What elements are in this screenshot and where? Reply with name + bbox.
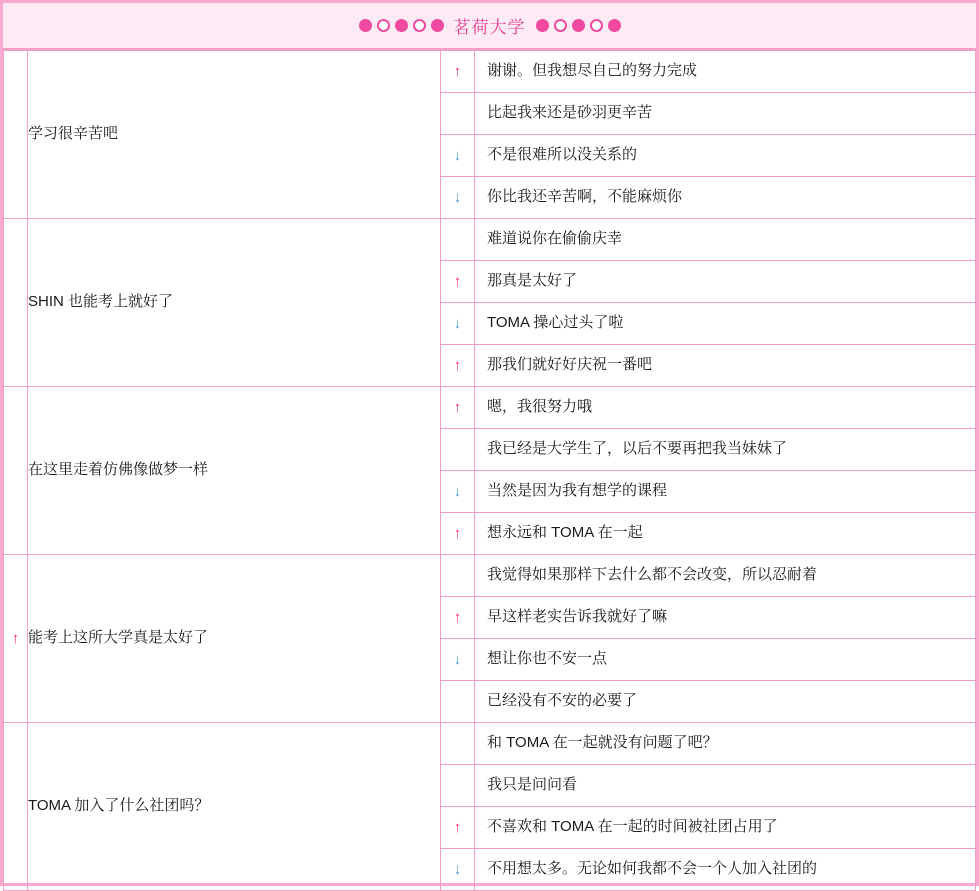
- arrow-down-icon: ↓: [441, 135, 475, 177]
- arrow-up-icon: ↑: [441, 807, 475, 849]
- table-row: [4, 387, 976, 429]
- arrow-down-icon: ↓: [441, 177, 475, 219]
- prompt-arrow-placeholder: [4, 51, 28, 219]
- arrow-down-icon: ↓: [441, 303, 475, 345]
- reply-arrow-placeholder: [441, 723, 475, 765]
- arrow-up-icon: ↑: [441, 345, 475, 387]
- arrow-down-icon: ↓: [441, 471, 475, 513]
- table-row: [4, 219, 976, 261]
- reply-arrow-placeholder: [441, 219, 475, 261]
- arrow-up-icon: ↑: [441, 51, 475, 93]
- reply-arrow-placeholder: [441, 555, 475, 597]
- dot-icon: [554, 19, 567, 32]
- dialogue-body: [4, 51, 976, 891]
- prompt-text: 能考上这所大学真是太好了: [28, 555, 441, 723]
- table-row: [4, 51, 976, 93]
- reply-text: 那真是太好了: [475, 261, 976, 303]
- arrow-up-icon: ↑: [441, 261, 475, 303]
- reply-text: 嗯，我很努力哦: [475, 387, 976, 429]
- prompt-arrow-placeholder: [4, 219, 28, 387]
- arrow-down-icon: ↓: [441, 849, 475, 891]
- reply-text: 当然是因为我有想学的课程: [475, 471, 976, 513]
- dialogue-table: [3, 50, 976, 891]
- arrow-up-icon: ↑: [441, 513, 475, 555]
- table-row: [4, 723, 976, 765]
- header-dots-right: [536, 19, 621, 32]
- reply-text: 我觉得如果那样下去什么都不会改变，所以忍耐着: [475, 555, 976, 597]
- arrow-up-icon: ↑: [4, 555, 28, 723]
- reply-text: 想永远和 TOMA 在一起: [475, 513, 976, 555]
- dot-icon: [359, 19, 372, 32]
- reply-text: 不是很难所以没关系的: [475, 135, 976, 177]
- reply-text: 早这样老实告诉我就好了嘛: [475, 597, 976, 639]
- reply-text: TOMA 操心过头了啦: [475, 303, 976, 345]
- dot-icon: [608, 19, 621, 32]
- dot-icon: [590, 19, 603, 32]
- arrow-up-icon: ↑: [441, 597, 475, 639]
- dot-icon: [431, 19, 444, 32]
- header-bar: [3, 3, 976, 50]
- reply-text: 想让你也不安一点: [475, 639, 976, 681]
- reply-text: 谢谢。但我想尽自己的努力完成: [475, 51, 976, 93]
- header-dots-left: [359, 19, 444, 32]
- prompt-text: SHIN 也能考上就好了: [28, 219, 441, 387]
- dot-icon: [395, 19, 408, 32]
- reply-arrow-placeholder: [441, 429, 475, 471]
- reply-text: 不喜欢和 TOMA 在一起的时间被社团占用了: [475, 807, 976, 849]
- reply-arrow-placeholder: [441, 93, 475, 135]
- table-row: [4, 555, 976, 597]
- page-title: 茗荷大学: [453, 18, 526, 37]
- reply-text: 你比我还辛苦啊，不能麻烦你: [475, 177, 976, 219]
- prompt-text: 学习很辛苦吧: [28, 51, 441, 219]
- arrow-down-icon: ↓: [441, 639, 475, 681]
- reply-text: 已经没有不安的必要了: [475, 681, 976, 723]
- reply-text: 我只是问问看: [475, 765, 976, 807]
- reply-text: 和 TOMA 在一起就没有问题了吧？: [475, 723, 976, 765]
- reply-text: 那我们就好好庆祝一番吧: [475, 345, 976, 387]
- prompt-arrow-placeholder: [4, 387, 28, 555]
- dot-icon: [536, 19, 549, 32]
- reply-text: 我已经是大学生了，以后不要再把我当妹妹了: [475, 429, 976, 471]
- reply-text: 难道说你在偷偷庆幸: [475, 219, 976, 261]
- reply-text: 比起我来还是砂羽更辛苦: [475, 93, 976, 135]
- reply-arrow-placeholder: [441, 765, 475, 807]
- dot-icon: [413, 19, 426, 32]
- prompt-arrow-placeholder: [4, 723, 28, 891]
- dot-icon: [377, 19, 390, 32]
- reply-arrow-placeholder: [441, 681, 475, 723]
- arrow-up-icon: ↑: [441, 387, 475, 429]
- prompt-text: 在这里走着仿佛像做梦一样: [28, 387, 441, 555]
- dot-icon: [572, 19, 585, 32]
- prompt-text: TOMA 加入了什么社团吗？: [28, 723, 441, 891]
- reply-text: 不用想太多。无论如何我都不会一个人加入社团的: [475, 849, 976, 891]
